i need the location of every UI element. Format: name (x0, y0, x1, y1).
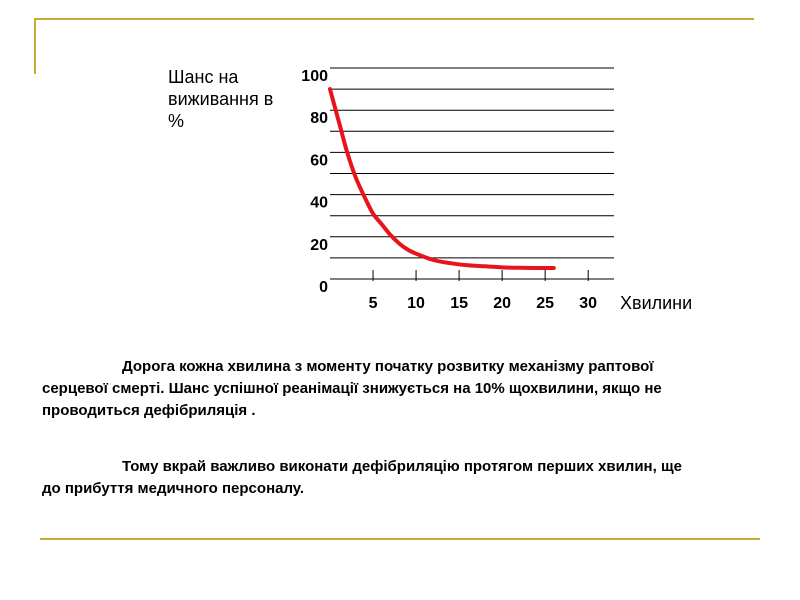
x-axis-label: Хвилини (620, 293, 693, 313)
x-tick-label: 30 (579, 295, 598, 312)
y-tick-label: 40 (310, 194, 328, 212)
y-tick-label: 0 (319, 279, 328, 296)
y-tick-labels (301, 68, 328, 296)
y-tick-label: 60 (310, 152, 328, 170)
paragraph-1 (42, 356, 702, 422)
survival-curve (330, 89, 554, 268)
y-tick-label: 20 (310, 236, 328, 254)
x-tick-label: 10 (407, 295, 425, 312)
x-tick-labels (369, 270, 598, 312)
paragraph-2 (42, 456, 702, 500)
x-tick-label: 5 (368, 295, 378, 312)
chart-grid (330, 68, 614, 279)
x-tick-label: 20 (493, 295, 512, 312)
x-tick-label: 25 (536, 295, 555, 312)
y-tick-label: 80 (310, 110, 328, 128)
x-tick-label: 15 (450, 295, 468, 312)
y-axis-label: Шанс на виживання в % (168, 67, 274, 131)
y-tick-label: 100 (301, 68, 328, 85)
paragraph-1-text: Дорога кожна хвилина з моменту початку розвитку механізму раптової серцевої смерті. Шанс успішної реанімації знижується на 10% щохвилини, якщо не проводиться дефібриляція . (42, 358, 662, 419)
chart-series (330, 89, 554, 268)
paragraph-2-text: Тому вкрай важливо виконати дефібриляцію протягом перших хвилин, ще до прибуття медичного персоналу. (42, 458, 682, 497)
